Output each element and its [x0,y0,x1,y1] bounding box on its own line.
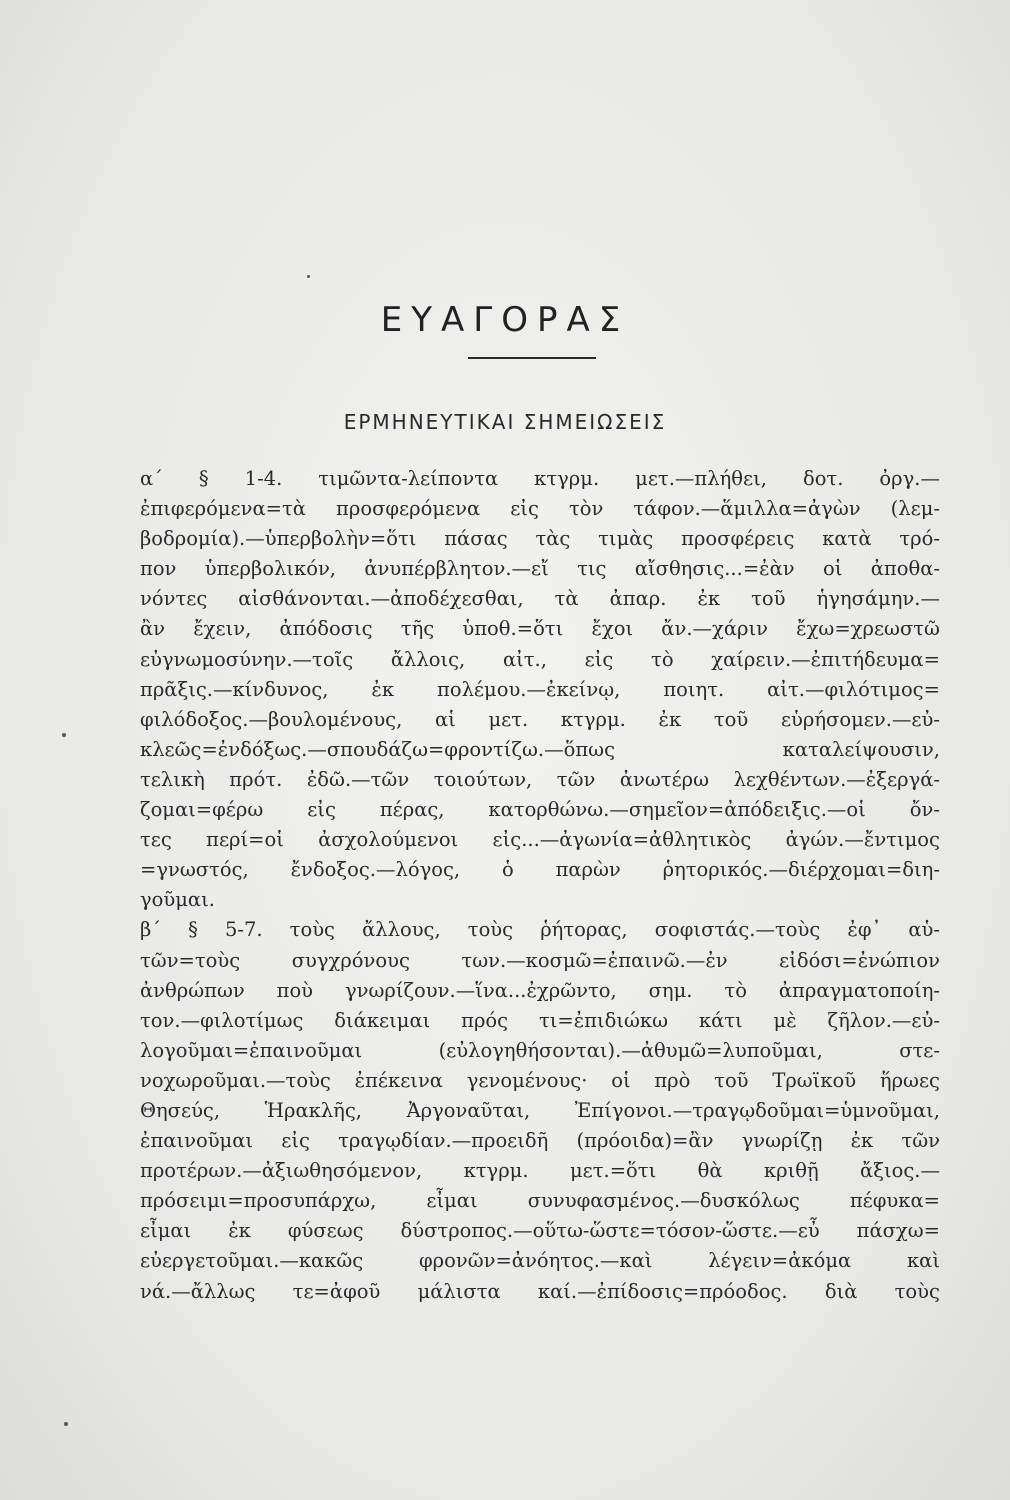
word: τοῦ [713,707,749,731]
text-line [140,735,940,765]
word: κατορθώνω.—σημεῖον=ἀπόδειξις.—οἱ [488,798,866,822]
word: ὀργ.— [879,467,940,490]
word: ποιητ. [663,677,725,701]
word: κριθῇ [763,1159,819,1183]
word: στε- [899,1038,940,1062]
word: ἀποθα- [870,557,940,581]
word: σοφιστάς.—τοὺς [654,918,821,942]
text-line [140,885,940,915]
word: ἀνθρώπων [140,978,245,1002]
word: ἐκ [371,677,395,701]
word: Ἡρακλῆς, [264,1098,362,1122]
word: ἄν.—χάριν [661,617,768,641]
word: πέφυκα= [849,1189,940,1213]
word: μετ.=ὅτι [569,1159,657,1183]
text-line [140,705,940,735]
word: τὸν [568,497,604,521]
word: μάλιστα [417,1279,501,1303]
word: (εὐλογηθήσονται).—ἀθυμῶ=λυποῦμαι, [438,1038,823,1062]
word: ἀνωτέρω [619,767,710,791]
word: ὑπερβολικόν, [204,557,337,581]
word: οἱ [611,1068,631,1092]
word: ποὺ [276,978,314,1002]
word: τοὺς [467,918,514,942]
text-line [140,1066,940,1096]
word: πολέμου.—ἐκείνῳ, [437,677,621,701]
text-line [140,614,940,644]
text-line [140,494,940,524]
word: λογοῦμαι=ἐπαινοῦμαι [140,1038,363,1062]
word: δοτ. [802,467,844,490]
text-line [140,675,940,705]
word: τιμὰς [598,527,654,551]
word: 1-4. [244,467,283,490]
word: φιλόδοξος.—βουλομένους, [140,707,403,731]
word: εἰς [307,798,336,822]
word: ῥητορικός.—διέρχομαι=διη- [662,858,940,882]
word: τες [140,828,172,852]
word: αἴσθησις...=ἐὰν [634,557,795,581]
text-line [140,464,940,494]
ink-speck [307,275,310,278]
word: ἀπραγματοποίη- [778,978,940,1002]
word: τοιούτων, [433,767,533,791]
word: αἰτ.—φιλότιμος= [767,677,940,701]
word: λέγειν=ἀκόμα [708,1249,852,1273]
word: ζῆλον.—εὐ- [827,1008,940,1032]
word: ἐκ [658,707,682,731]
word: τον.—φιλοτίμως [140,1008,304,1032]
text-line [140,765,940,795]
word: ἀπαρ. [609,587,667,611]
word: ἐπαινοῦμαι [140,1129,254,1153]
word: μετ.—πλήθει, [635,467,767,490]
word: ἔχω=χρεωστῶ [796,617,940,641]
word: εἰδόσι=ἐνώπιον [779,948,940,972]
word: τρό- [899,527,940,551]
word: εἰς [584,647,614,671]
word: νοχωροῦμαι.—τοὺς [140,1068,331,1092]
word: τάφον.—ἅμιλλα=ἀγὼν [633,497,861,521]
word: Ἐπίγονοι.—τραγῳδοῦμαι=ὑμνοῦμαι, [574,1098,940,1122]
word: γοῦμαι. [140,888,215,912]
text-line [140,554,940,584]
word: (πρόοιδα)=ἂν [576,1129,714,1153]
word: καί.—ἐπίδοσις=πρόοδος. [537,1279,788,1303]
section-heading: ΕΡΜΗΝΕΥΤΙΚΑΙ ΣΗΜΕΙΩΣΕΙΣ [343,410,667,434]
word: κάτι [698,1008,743,1032]
word: αὑ- [908,918,940,942]
word: καὶ [906,1249,940,1273]
word: νά.—ἄλλως [140,1279,256,1303]
word: τοὺς [289,918,335,942]
text-line [140,825,940,855]
ink-speck [62,733,66,737]
text-line [140,1036,940,1066]
word: οἱ [823,557,843,581]
word: ὑποθ.=ὅτι [462,617,564,641]
word: τοῦ [751,587,786,611]
word: νόντες [140,587,208,611]
title-divider [468,357,596,359]
word: ἐκ [850,1129,874,1153]
word: τοῦ [714,1068,749,1092]
word: γενομένους· [466,1068,588,1092]
page-title: ΕΥΑΓΟΡΑΣ [380,300,630,340]
word: λεχθέντων.—ἐξεργά- [733,767,940,791]
word: συνυφασμένος.—δυσκόλως [527,1189,800,1213]
word: ἔχοι [591,617,634,641]
word: περί=οἱ [206,828,284,852]
word: § [188,918,198,942]
text-line [140,1156,940,1186]
word: ἂν [140,617,166,641]
word: ἐκ [228,1219,251,1243]
word: προτέρων.—ἀξιωθησόμενον, [140,1159,423,1183]
text-line [140,584,940,614]
word: χαίρειν.—ἐπιτήδευμα= [711,647,940,671]
word: ὁ [501,858,514,882]
word: καταλείψουσιν, [782,737,940,761]
word: πρὸ [654,1068,691,1092]
word: ἔνδοξος.—λόγος, [290,858,461,882]
word: ἐφ᾽ [847,918,882,942]
word: ἀγών.—ἔντιμος [785,828,940,852]
word: μετ. [488,707,529,731]
text-line [140,855,940,885]
word: κτγρμ. [560,707,626,731]
text-line [140,645,940,675]
word: ἄλλους, [362,918,441,942]
word: πάσας [444,527,508,551]
word: ἡγησάμην.— [816,587,940,611]
word: ῥήτορας, [540,918,628,942]
word: εἰς [281,1129,310,1153]
word: τραγῳδίαν.—προειδῆ [338,1129,549,1153]
word: ὄν- [909,798,940,822]
text-line [140,915,940,945]
word: πρόσειμι=προσυπάρχω, [140,1189,377,1213]
word: ἔχειν, [193,617,252,641]
text-line [140,524,940,554]
word: ζομαι=φέρω [140,798,264,822]
word: σημ. [648,978,693,1002]
word: τῶν [901,1129,940,1153]
word: ἄξιος.— [860,1159,940,1183]
word: Ἀργοναῦται, [406,1098,531,1122]
word: συγχρόνους [291,948,410,972]
word: των.—κοσμῶ=ἐπαινῶ.—ἐν [461,948,728,972]
word: τὸ [724,978,747,1002]
word: γνωρίζῃ [741,1129,823,1153]
word: εὐγνωμοσύνην.—τοῖς [140,647,354,671]
word: ἀσχολούμενοι [318,828,459,852]
word: προσφέρεις [681,527,795,551]
word: εὐεργετοῦμαι.—κακῶς [140,1249,364,1273]
word: ἐπέκεινα [354,1068,443,1092]
word: δύστροπος.—οὕτω-ὥστε=τόσον-ὥστε.—εὖ [400,1219,820,1243]
word: πρότ. [229,767,283,791]
word: τῶν [556,767,596,791]
text-line [140,1246,940,1276]
word: μὲ [773,1008,797,1032]
word: φύσεως [287,1219,364,1243]
word: κλεῶς=ἐνδόξως.—σπουδάζω=φροντίζω.—ὅπως [140,737,615,761]
word: Τρωϊκοῦ [772,1068,857,1092]
word: εἶμαι [426,1189,478,1213]
word: γνωρίζουν.—ἵνα...ἐχρῶντο, [344,978,617,1002]
word: τὸ [651,647,674,671]
word: αἰτ., [502,647,547,671]
word: τὰς [535,527,571,551]
word: § [198,467,209,490]
word: τὰ [554,587,579,611]
word: 5-7. [224,918,263,942]
text-line [140,946,940,976]
word: =γνωστός, [140,858,249,882]
text-line [140,976,940,1006]
word: τῶν=τοὺς [140,948,241,972]
word: ἐδῶ.—τῶν [306,767,410,791]
word: τιμῶντα-λείποντα [318,467,499,490]
word: κατὰ [822,527,872,551]
word: βοδρομία).—ὑπερβολὴν=ὅτι [140,527,417,551]
word: θὰ [697,1159,723,1183]
notes-body [140,464,940,1307]
word: διὰ [824,1279,858,1303]
word: τε=ἀφοῦ [292,1279,381,1303]
ink-speck [64,1422,68,1426]
word: πάσχω= [856,1219,940,1243]
text-line [140,1186,940,1216]
word: παρὼν [555,858,621,882]
word: ἐκ [697,587,721,611]
word: (λεμ- [890,497,940,521]
word: β΄ [140,918,162,942]
word: διάκειμαι [334,1008,431,1032]
text-line [140,1006,940,1036]
word: εἰς [510,497,539,521]
text-line [140,1126,940,1156]
word: εἶμαι [140,1219,192,1243]
word: ἥρωες [879,1068,940,1092]
word: πρᾶξις.—κίνδυνος, [140,677,329,701]
word: αἱ [434,707,456,731]
word: τις [577,557,607,581]
word: αἰσθάνονται.—ἀποδέχεσθαι, [238,587,524,611]
word: τοὺς [894,1279,940,1303]
word: εἰς...—ἀγωνία=ἀθλητικὸς [492,828,752,852]
word: προσφερόμενα [336,497,481,521]
word: πρός [461,1008,509,1032]
word: ἀπόδοσις [279,617,373,641]
text-line [140,1096,940,1126]
word: ἐπιφερόμενα=τὰ [140,497,306,521]
text-line [140,1277,940,1307]
word: τι=ἐπιδιώκω [538,1008,669,1032]
text-line [140,1216,940,1246]
word: ἄλλοις, [390,647,466,671]
word: τῆς [400,617,435,641]
word: φρονῶν=ἀνόητος.—καὶ [419,1249,653,1273]
word: α΄ [140,467,163,490]
word: Θησεύς, [140,1098,221,1122]
word: πέρας, [379,798,445,822]
word: κτγρμ. [463,1159,529,1183]
text-line [140,795,940,825]
word: εὑρήσομεν.—εὐ- [780,707,940,731]
word: ἀνυπέρβλητον.—εἴ [364,557,549,581]
word: τελικὴ [140,767,205,791]
word: πον [140,557,177,581]
word: κτγρμ. [534,467,600,490]
